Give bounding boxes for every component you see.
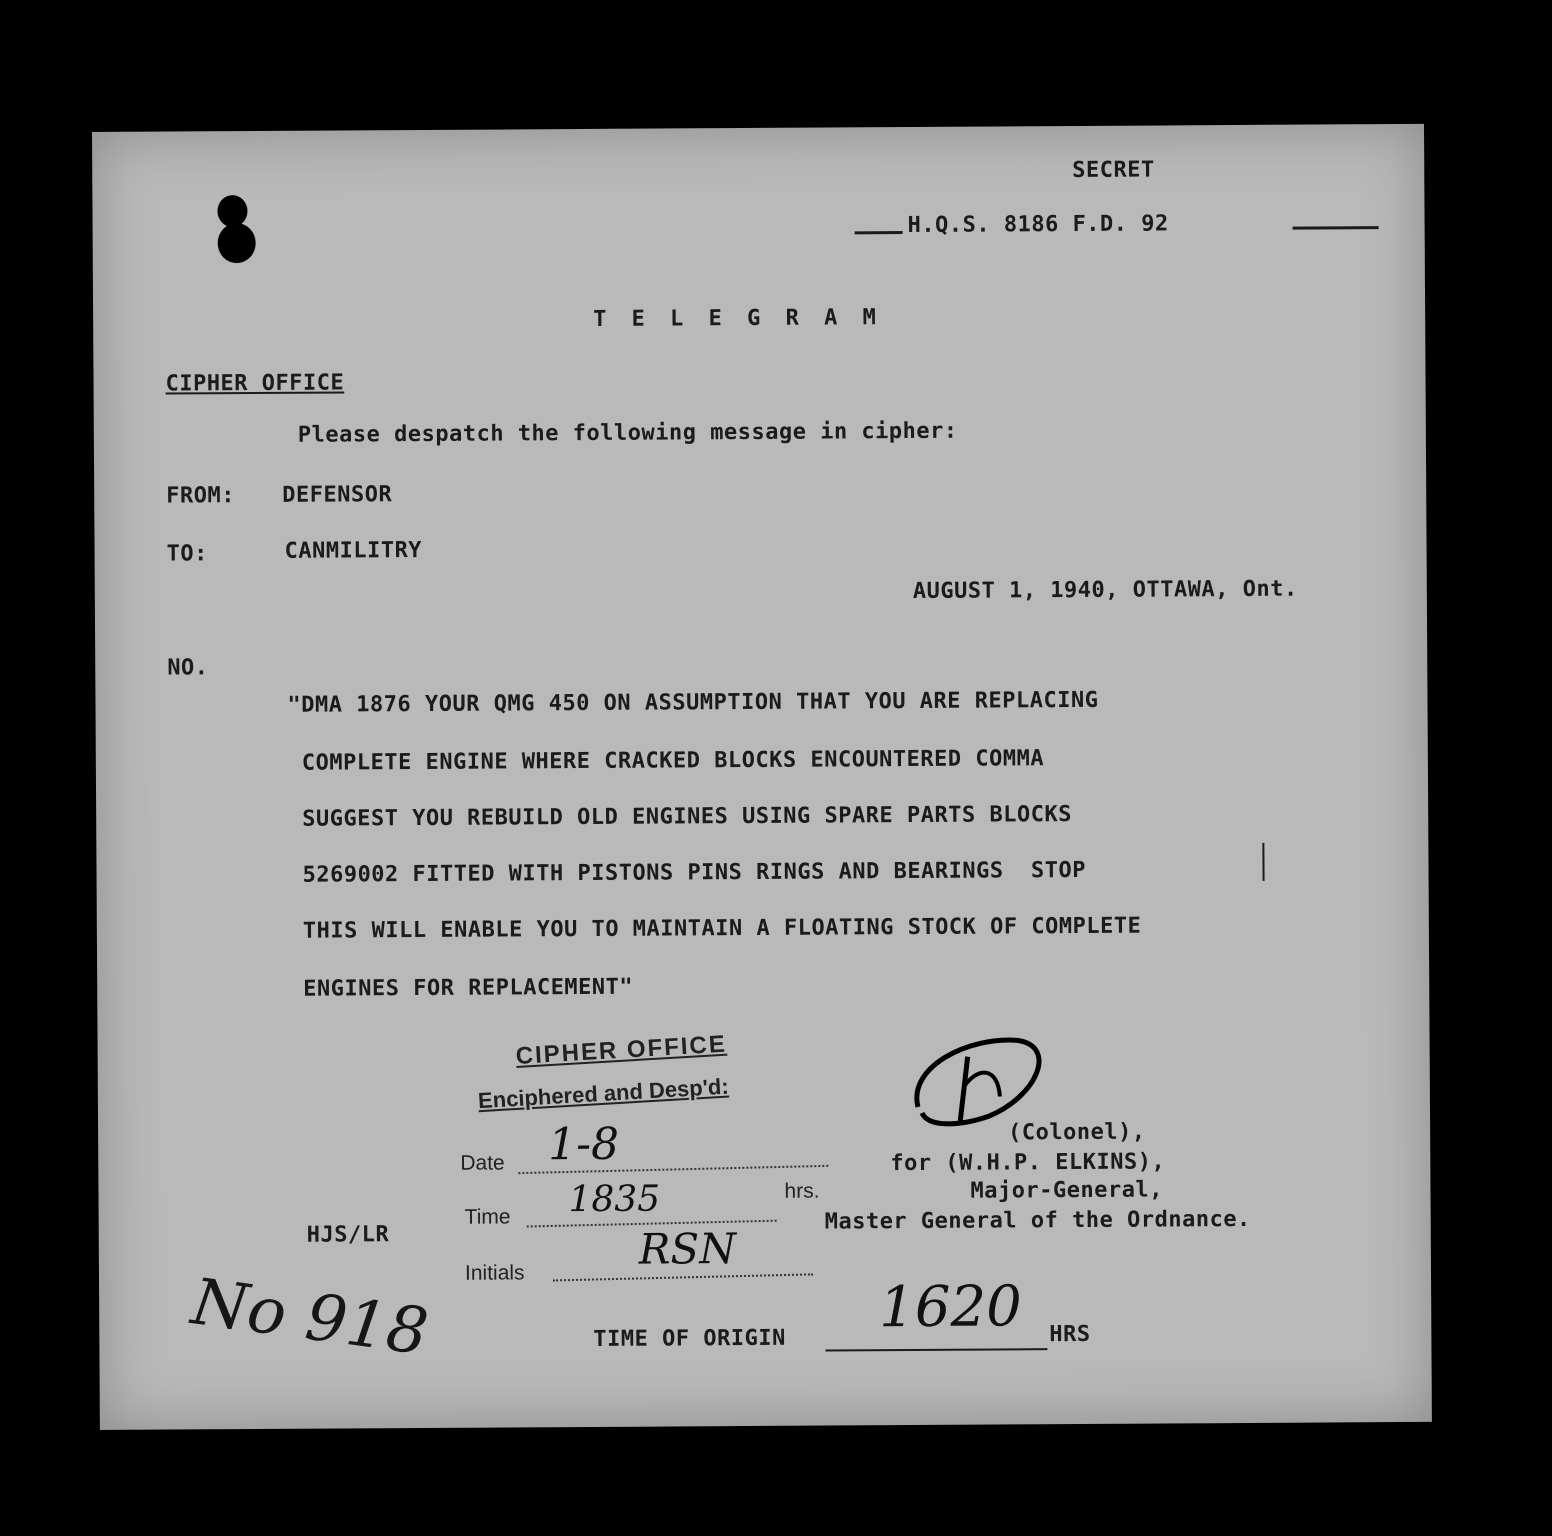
- to-value: CANMILITRY: [284, 537, 423, 564]
- message-line: SUGGEST YOU REBUILD OLD ENGINES USING SPARE PARTS BLOCKS: [302, 802, 1072, 832]
- reference-dash-right: [1293, 226, 1379, 230]
- signature-for: for (W.H.P. ELKINS),: [890, 1149, 1166, 1177]
- stamp-date-label: Date: [460, 1151, 505, 1175]
- margin-bar: [1262, 843, 1264, 881]
- origin-value: 1620: [878, 1274, 1022, 1341]
- typist-initials: HJS/LR: [306, 1222, 390, 1248]
- origin-suffix: HRS: [1049, 1321, 1091, 1348]
- stamp-title: CIPHER OFFICE: [514, 1030, 728, 1070]
- ink-blot: [210, 193, 270, 273]
- stamp-date-value: 1-8: [548, 1118, 620, 1171]
- office-heading: CIPHER OFFICE: [165, 370, 345, 397]
- message-line: ENGINES FOR REPLACEMENT": [303, 974, 634, 1002]
- origin-underline: [825, 1348, 1047, 1351]
- origin-label: TIME OF ORIGIN: [593, 1325, 786, 1352]
- signature-title-1: Major-General,: [970, 1177, 1163, 1204]
- message-line: 5269002 FITTED WITH PISTONS PINS RINGS AND BEARINGS STOP: [302, 857, 1087, 888]
- initials-dotted-line: [553, 1273, 813, 1281]
- classification: SECRET: [1072, 157, 1155, 184]
- message-line: "DMA 1876 YOUR QMG 450 ON ASSUMPTION THAT YOU ARE REPLACING: [287, 687, 1099, 718]
- message-line: COMPLETE ENGINE WHERE CRACKED BLOCKS ENCOUNTERED COMMA: [301, 746, 1045, 776]
- stamp-hrs-label: hrs.: [784, 1179, 820, 1203]
- page-title: T E L E G R A M: [593, 305, 882, 332]
- stamp-subtitle: Enciphered and Desp'd:: [477, 1073, 730, 1114]
- stamp-time-value: 1835: [568, 1178, 661, 1221]
- signature-title-2: Master General of the Ordnance.: [824, 1206, 1251, 1235]
- reference-dash-left: [855, 231, 903, 234]
- to-label: TO:: [166, 541, 208, 567]
- number-label: NO.: [167, 655, 209, 681]
- marginal-note: No 918: [187, 1265, 433, 1371]
- instruction: Please despatch the following message in cipher:: [297, 418, 958, 448]
- stamp-initials-label: Initials: [464, 1261, 525, 1285]
- from-label: FROM:: [166, 483, 236, 509]
- message-line: THIS WILL ENABLE YOU TO MAINTAIN A FLOATING STOCK OF COMPLETE: [302, 913, 1142, 944]
- dateline: AUGUST 1, 1940, OTTAWA, Ont.: [912, 576, 1298, 604]
- stamp-initials-value: RSN: [638, 1224, 737, 1274]
- stamp-time-label: Time: [464, 1205, 511, 1229]
- telegram-document: [92, 124, 1432, 1430]
- reference-number: H.Q.S. 8186 F.D. 92: [907, 211, 1169, 239]
- from-value: DEFENSOR: [282, 482, 393, 508]
- signature-rank: (Colonel),: [1008, 1119, 1146, 1146]
